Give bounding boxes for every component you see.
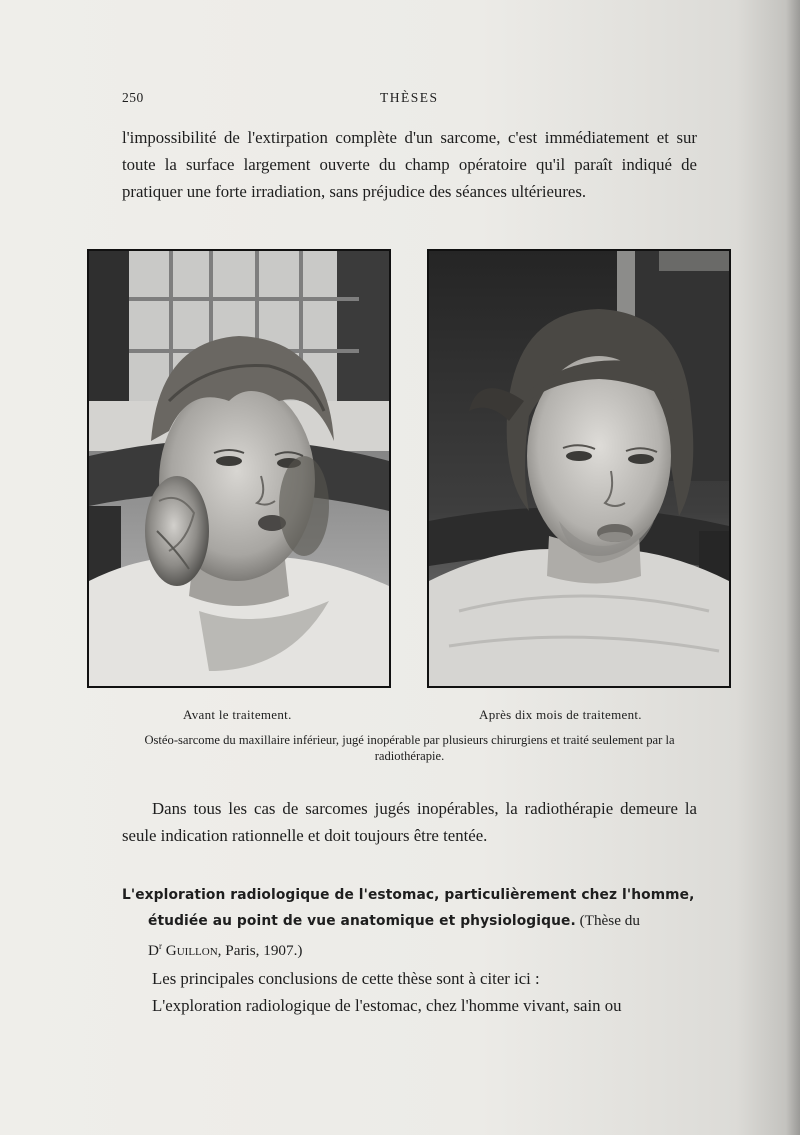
paragraph-3-line-2: L'exploration radiologique de l'estomac, chez l'homme vivant, sain ou	[152, 996, 622, 1015]
page-edge-shadow	[786, 0, 800, 1135]
paragraph-1: l'impossibilité de l'extirpation complète d'un sarcome, c'est immédiatement et sur toute la surface largement ouverte du champ opératoire qu'il paraît indiqué de pratiquer une forte irradiation, sans préjudice des séances ultérieures.	[122, 128, 697, 201]
photo-before-treatment	[87, 249, 391, 688]
reference-author-prefix: D	[148, 942, 159, 960]
reference-author-sup: r	[158, 941, 162, 951]
paragraph-3	[152, 965, 697, 1019]
reference-title-line-2: étudiée au point de vue anatomique et physiologique.	[148, 913, 576, 929]
page-number: 250	[122, 90, 144, 105]
reference-title-line-1: L'exploration radiologique de l'estomac, particulièrement chez l'homme,	[122, 887, 695, 903]
photo-before-image	[89, 251, 389, 686]
reference-author-name: Guillon	[165, 942, 218, 960]
photo-after-image	[429, 251, 729, 686]
thesis-reference	[122, 883, 697, 963]
photo-after-treatment	[427, 249, 731, 688]
caption-after: Après dix mois de traitement.	[479, 707, 642, 722]
paragraph-2: Dans tous les cas de sarcomes jugés inopérables, la radiothérapie demeure la seule indication rationnelle et doit toujours être tentée.	[122, 799, 697, 845]
paragraph-3-line-1: Les principales conclusions de cette thèse sont à citer ici :	[152, 969, 540, 988]
running-title: THÈSES	[380, 90, 439, 105]
reference-author-suffix: , Paris, 1907.)	[217, 942, 303, 960]
reference-thesis-note: (Thèse du	[575, 912, 640, 929]
caption-before: Avant le traitement.	[183, 707, 292, 722]
figure-caption: Ostéo-sarcome du maxillaire inférieur, jugé inopérable par plusieurs chirurgiens et traité seulement par la radiothérapie.	[144, 733, 675, 763]
